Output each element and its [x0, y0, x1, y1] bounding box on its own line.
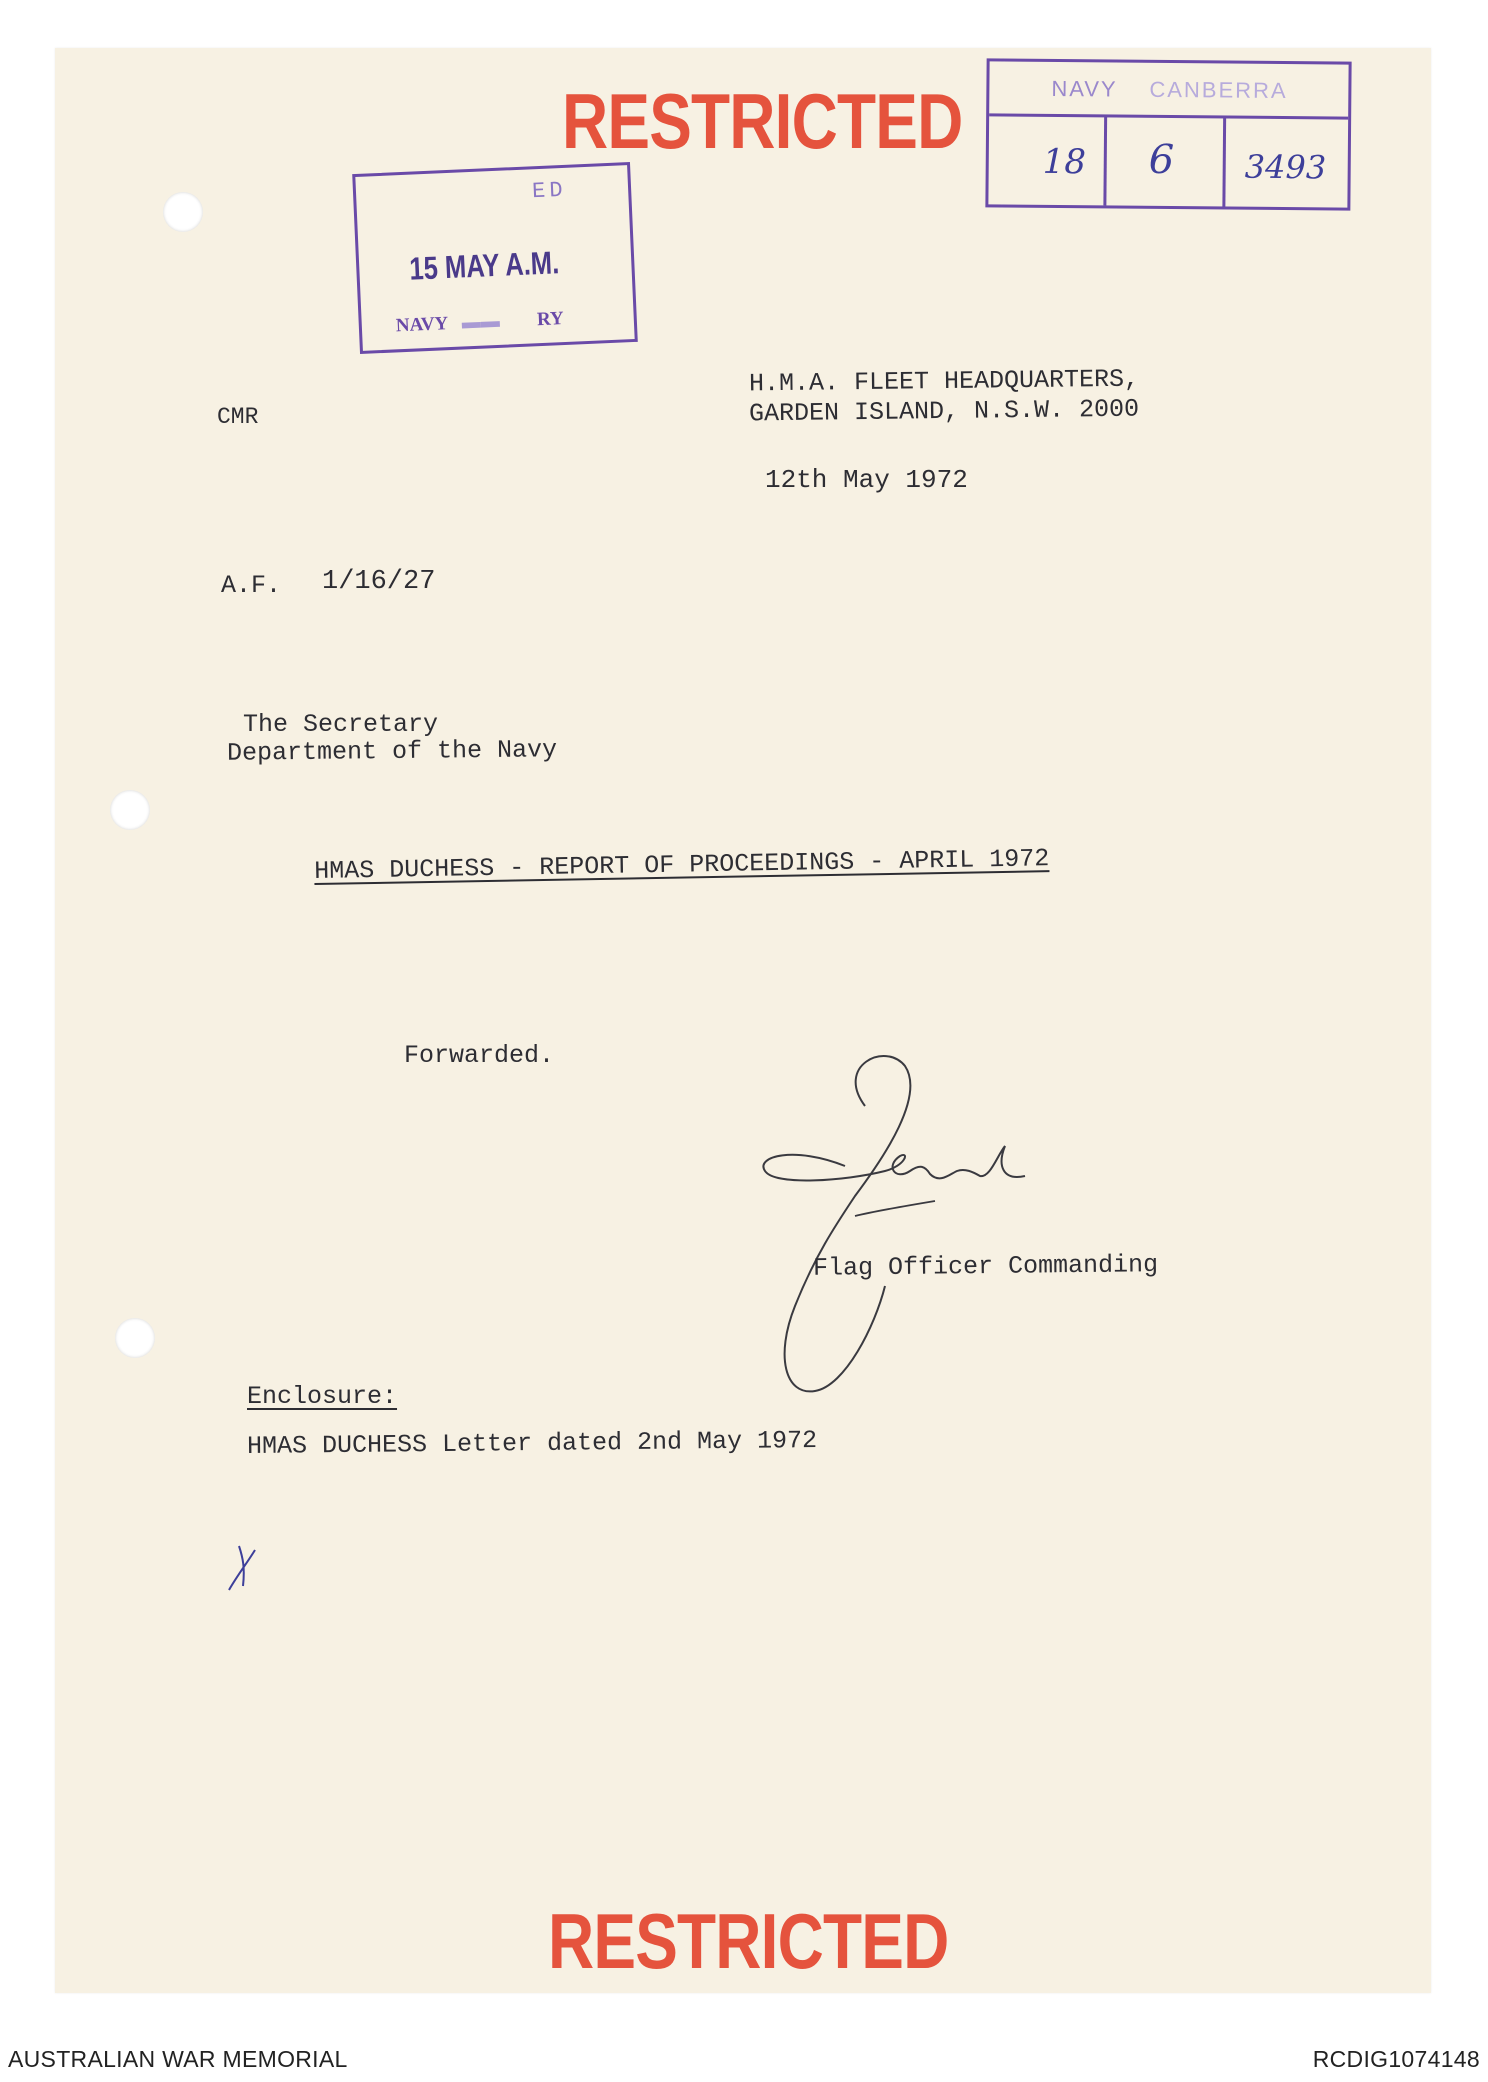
received-stamp-tail: RY: [536, 308, 565, 331]
file-ref-number: 1/16/27: [322, 567, 436, 597]
received-stamp-navy: NAVY: [395, 313, 449, 337]
subject-line: HMAS DUCHESS - REPORT OF PROCEEDINGS - APRIL 1972: [313, 844, 1050, 886]
handwritten-tick-mark: [225, 1538, 275, 1598]
received-date-stamp: [352, 162, 638, 354]
received-stamp-date: 15 MAY A.M.: [408, 244, 560, 287]
initials: CMR: [217, 404, 259, 430]
recipient-line-1: The Secretary: [243, 710, 439, 739]
address-line-1: H.M.A. FLEET HEADQUARTERS,: [748, 364, 1140, 399]
address-line-2: GARDEN ISLAND, N.S.W. 2000: [748, 394, 1140, 429]
footer-item-id: RCDIG1074148: [1312, 2046, 1480, 2072]
enclosure-label: Enclosure:: [247, 1382, 398, 1411]
enclosure-text: HMAS DUCHESS Letter dated 2nd May 1972: [246, 1426, 818, 1461]
restricted-header-mark: RESTRICTED: [562, 77, 963, 165]
received-stamp-smudge: ▬▬: [451, 310, 501, 334]
recipient-line-2: Department of the Navy: [226, 735, 558, 768]
punch-hole-bottom: [115, 1318, 155, 1358]
registry-stamp-title: [989, 61, 1348, 119]
registry-stamp-divider-2: [1222, 115, 1226, 206]
document-page: [55, 48, 1431, 1993]
received-stamp-bottom-text: [395, 308, 564, 337]
restricted-footer-mark: RESTRICTED: [548, 1897, 949, 1985]
file-ref-label: A.F.: [221, 571, 282, 600]
signatory-title: Flag Officer Commanding: [812, 1250, 1159, 1283]
signature: [735, 1046, 1095, 1406]
registry-cell-3: 3493: [1244, 147, 1327, 187]
punch-hole-middle: [110, 790, 150, 830]
letter-date: 12th May 1972: [765, 465, 968, 495]
registry-cell-1: 18: [1042, 141, 1087, 183]
registry-stamp-divider-1: [1103, 114, 1107, 205]
punch-hole-top: [163, 192, 203, 232]
registry-cell-2: 6: [1148, 136, 1175, 184]
body-text: Forwarded.: [404, 1041, 555, 1070]
received-stamp-top-text: ED: [531, 177, 568, 205]
registry-stamp: [985, 58, 1351, 210]
footer-source-label: AUSTRALIAN WAR MEMORIAL: [8, 2046, 348, 2072]
registry-stamp-navy: NAVY: [1051, 75, 1118, 102]
registry-stamp-canberra: CANBERRA: [1149, 76, 1288, 104]
